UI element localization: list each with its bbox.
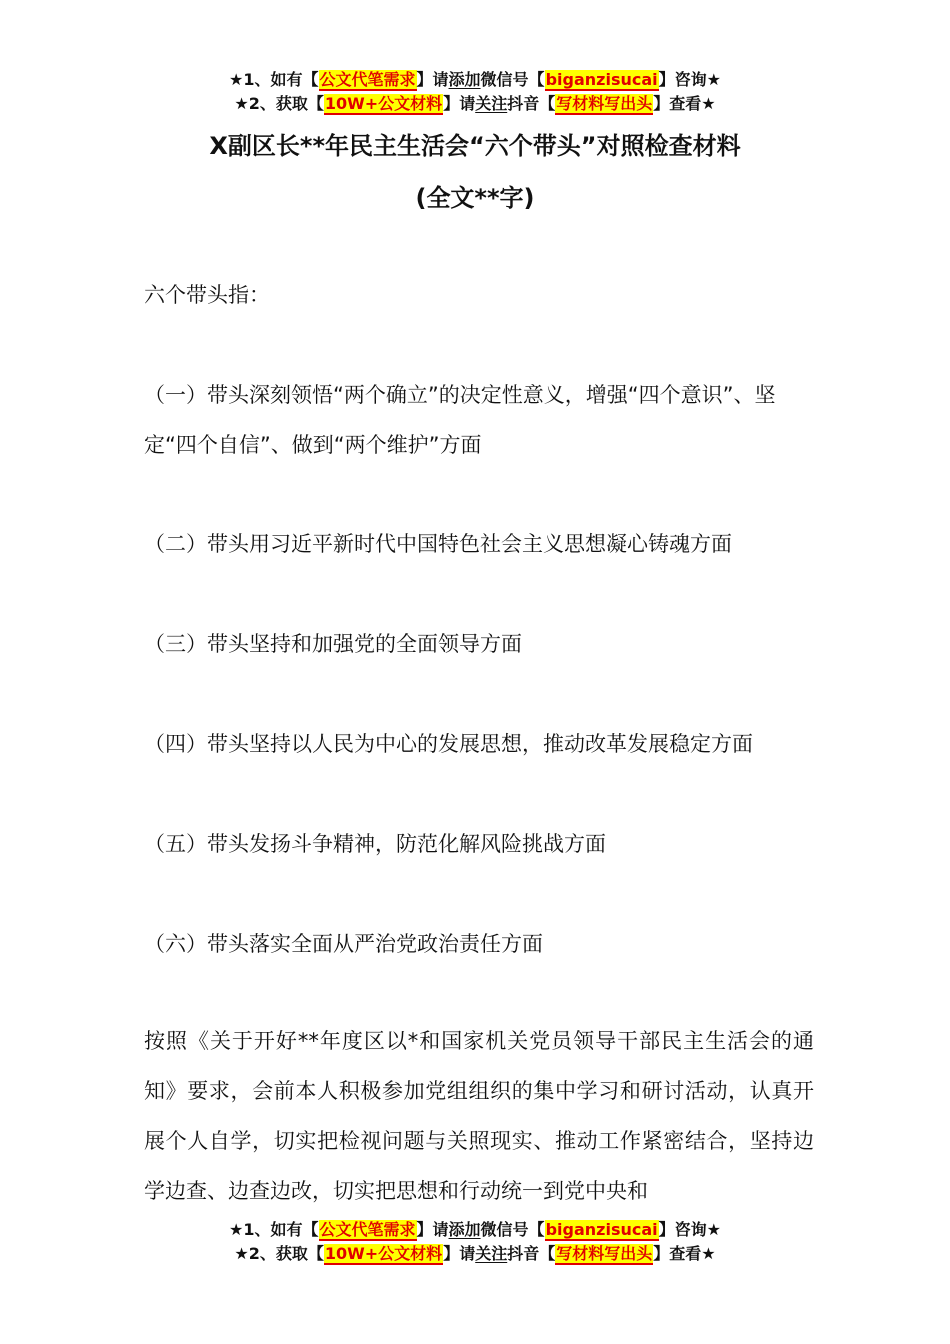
document-subtitle: (全文**字) bbox=[415, 184, 535, 212]
promo-text: ★1、如有【 bbox=[229, 70, 319, 89]
promo-underline: 关注 bbox=[475, 94, 508, 113]
promo-underline: 添加 bbox=[448, 1220, 481, 1239]
promo-text: 】请 bbox=[443, 94, 476, 113]
promo-highlight: 写材料写出头 bbox=[556, 1244, 653, 1263]
list-item: （六）带头落实全面从严治党政治责任方面 bbox=[144, 932, 543, 956]
promo-underline: 关注 bbox=[475, 1244, 508, 1263]
promo-underline: 添加 bbox=[448, 70, 481, 89]
promo-line-1 bbox=[0, 1218, 950, 1242]
promo-line-1 bbox=[0, 68, 950, 92]
promo-highlight: 公文代笔需求 bbox=[319, 70, 416, 89]
promo-text: 】查看★ bbox=[653, 94, 716, 113]
promo-text: 】咨询★ bbox=[658, 1220, 721, 1239]
promo-text: ★1、如有【 bbox=[229, 1220, 319, 1239]
list-item: （五）带头发扬斗争精神，防范化解风险挑战方面 bbox=[144, 832, 606, 856]
footer-promo-banner bbox=[0, 1218, 950, 1266]
promo-line-2 bbox=[0, 1242, 950, 1266]
promo-text: 】请 bbox=[443, 1244, 476, 1263]
promo-text: 】查看★ bbox=[653, 1244, 716, 1263]
promo-text: 】请 bbox=[416, 70, 449, 89]
list-item: （二）带头用习近平新时代中国特色社会主义思想凝心铸魂方面 bbox=[144, 532, 732, 556]
promo-text: ★2、获取【 bbox=[234, 94, 324, 113]
promo-text: 】请 bbox=[416, 1220, 449, 1239]
promo-line-2 bbox=[0, 92, 950, 116]
promo-highlight: 10W+公文材料 bbox=[324, 94, 443, 113]
list-item: （四）带头坚持以人民为中心的发展思想，推动改革发展稳定方面 bbox=[144, 732, 753, 756]
promo-highlight: 公文代笔需求 bbox=[319, 1220, 416, 1239]
header-promo-banner bbox=[0, 68, 950, 116]
promo-highlight: 10W+公文材料 bbox=[324, 1244, 443, 1263]
promo-text: 抖音【 bbox=[507, 1244, 556, 1263]
promo-text: 微信号【 bbox=[480, 1220, 545, 1239]
list-item: （三）带头坚持和加强党的全面领导方面 bbox=[144, 632, 522, 656]
promo-highlight: biganzisucai bbox=[545, 70, 658, 89]
promo-text: ★2、获取【 bbox=[234, 1244, 324, 1263]
promo-highlight: biganzisucai bbox=[545, 1220, 658, 1239]
promo-text: 抖音【 bbox=[507, 94, 556, 113]
promo-highlight: 写材料写出头 bbox=[556, 94, 653, 113]
intro-paragraph: 六个带头指： bbox=[144, 283, 270, 307]
body-paragraph: 按照《关于开好**年度区以*和国家机关党员领导干部民主生活会的通知》要求，会前本人积极参加党组组织的集中学习和研讨活动，认真开展个人自学，切实把检视问题与关照现实、推动工作紧密结合，坚持边学边查、边查边改，切实把思想和行动统一到党中央和 bbox=[144, 1029, 814, 1203]
list-item: （一）带头深刻领悟“两个确立”的决定性意义，增强“四个意识”、坚定“四个自信”、做到“两个维护”方面 bbox=[144, 383, 776, 457]
promo-text: 】咨询★ bbox=[658, 70, 721, 89]
document-title: X副区长**年民主生活会“六个带头”对照检查材料 bbox=[209, 132, 741, 160]
promo-text: 微信号【 bbox=[480, 70, 545, 89]
